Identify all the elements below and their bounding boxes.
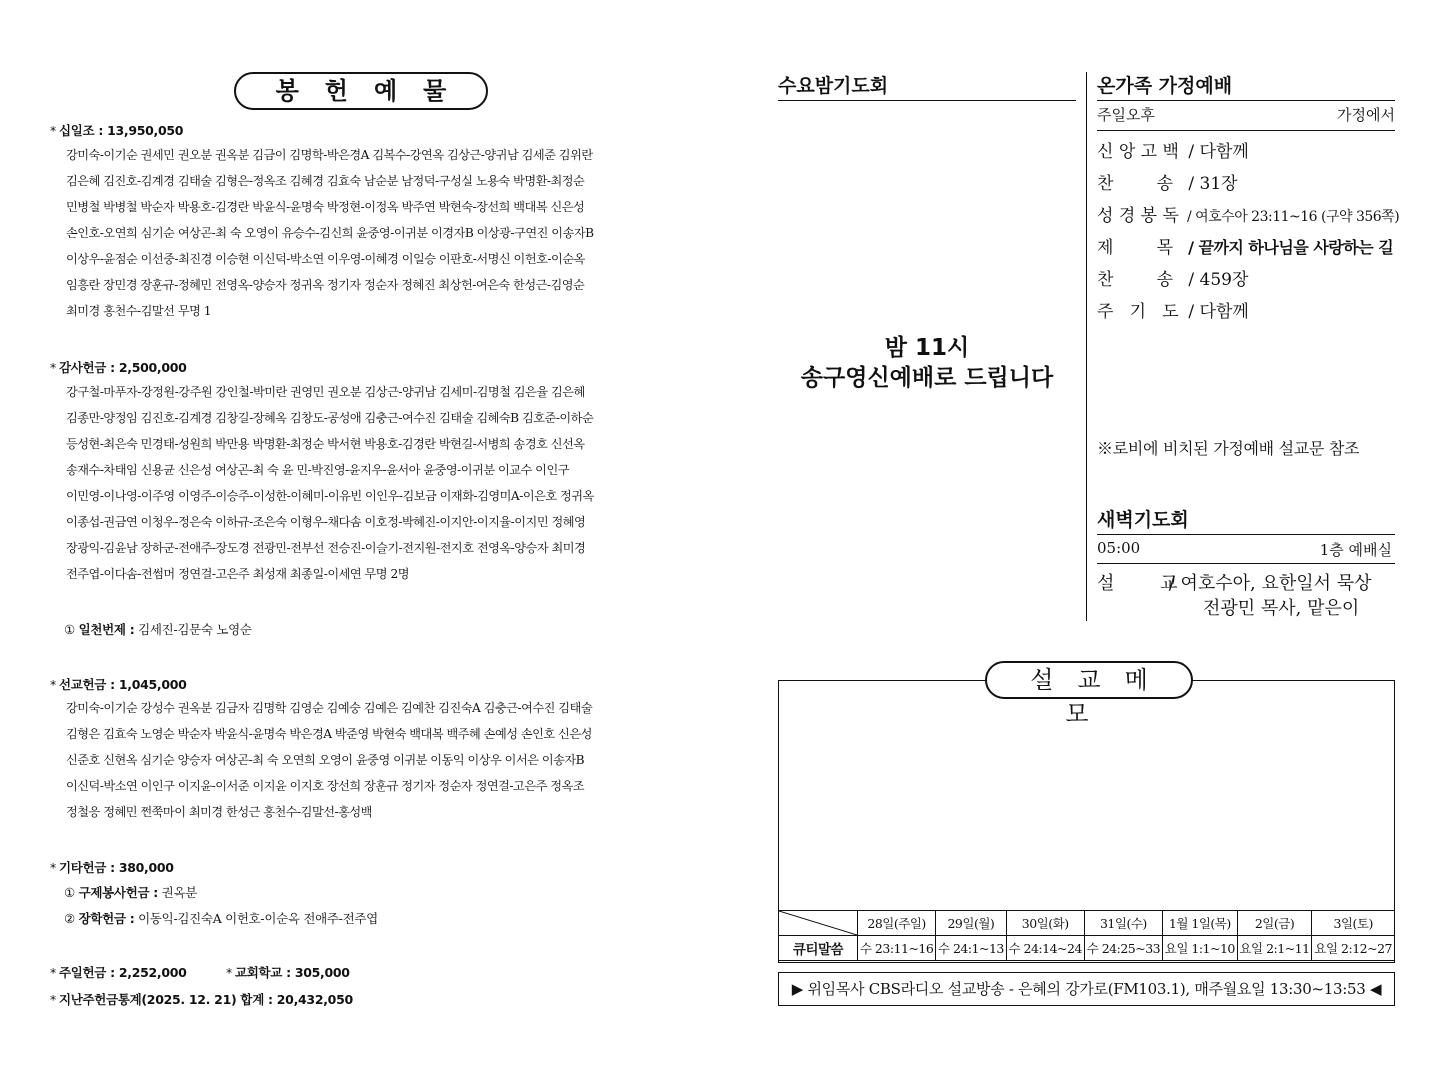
name-line: 등성현-최은숙 민경태-성원희 박만용 박명환-최정순 박서현 박용호-김경란 박현길-서병희 송경호 신선옥 bbox=[66, 437, 585, 451]
wednesday-time: 밤 11시 bbox=[884, 335, 970, 361]
stats-label: 지난주헌금통계(2025. 12. 21) 합계 : 20,432,050 bbox=[58, 992, 353, 1007]
relief-label: 구제봉사헌금 : bbox=[78, 885, 158, 900]
name-line: 전주엽-이다솜-전썸머 정연걸-고은주 최성재 최종일-이세연 무명 2명 bbox=[66, 567, 409, 581]
name-line: 이상우-윤점순 이선중-최진경 이승현 이신덕-박소연 이우영-이혜경 이일승 이판호-서명신 이헌호-이순옥 bbox=[66, 252, 585, 266]
qt-passage: 수 24:14~24 bbox=[1006, 936, 1084, 961]
name-line: 신준호 신현옥 심기순 양승자 여상곤-최 숙 오연희 오영이 윤중영 이귀분 이동익 이상우 이서은 이송자B bbox=[66, 753, 585, 767]
school-offering: * 교회학교 : 305,000 bbox=[226, 965, 350, 980]
qt-day: 29일(월) bbox=[936, 911, 1006, 936]
family-note: ※로비에 비치된 가정예배 설교문 참조 bbox=[1097, 439, 1360, 458]
qt-label: 큐티말씀 bbox=[779, 936, 858, 961]
qt-passages-row bbox=[779, 936, 1395, 961]
item-number: ② bbox=[64, 911, 75, 926]
divider bbox=[778, 100, 1076, 101]
thanks-label: 감사헌금 : 2,500,000 bbox=[58, 360, 187, 375]
scholar-value: 이동익-김진숙A 이헌호-이순옥 전애주-전주엽 bbox=[134, 911, 378, 926]
order-label: 찬 송 bbox=[1097, 270, 1174, 290]
item-number: ① bbox=[64, 622, 75, 637]
qt-passage: 요일 2:12~27 bbox=[1312, 936, 1395, 961]
name-line: 김형은 김효숙 노영순 박순자 박윤식-윤명숙 박은경A 박준영 박현숙 백대복 백주혜 손예성 손인호 신은성 bbox=[66, 727, 592, 741]
order-value: / 끝까지 하나님을 사랑하는 길 bbox=[1183, 238, 1394, 257]
qt-passage: 요일 1:1~10 bbox=[1162, 936, 1237, 961]
family-order bbox=[1097, 136, 1400, 328]
relief-value: 권옥분 bbox=[158, 885, 197, 900]
other-label: 기타헌금 : 380,000 bbox=[58, 860, 174, 875]
sermon-memo-title: 설교메모 bbox=[985, 661, 1193, 699]
name-line: 김은혜 김진호-김계경 김태술 김형은-정옥조 김혜경 김효숙 남순분 남정덕-구성실 노용숙 박명환-최정순 bbox=[66, 174, 585, 188]
order-label: 신 앙 고 백 bbox=[1097, 142, 1179, 162]
order-value: / 31장 bbox=[1183, 174, 1238, 194]
firstfruit-label: 일천번제 : bbox=[78, 622, 135, 637]
tithe-header: * 십일조 : 13,950,050 bbox=[50, 123, 184, 138]
tithe-names bbox=[66, 142, 666, 324]
name-line: 장광익-김윤남 장하군-전애주-장도경 전광민-전부선 전승진-이슬기-전지원-전지호 전영옥-양승자 최미경 bbox=[66, 541, 586, 555]
sunday-offering: * 주일헌금 : 2,252,000 bbox=[50, 965, 187, 980]
diagonal-line-icon bbox=[779, 911, 857, 935]
name-line: 이민영-이나영-이주영 이영주-이승주-이성한-이혜미-이유빈 이인우-김보금 이재화-김영미A-이은호 정귀옥 bbox=[66, 489, 594, 503]
firstfruit-value: 김세진-김문숙 노영순 bbox=[134, 622, 252, 637]
divider bbox=[1097, 100, 1395, 101]
wednesday-notice bbox=[778, 333, 1076, 393]
school-label: 교회학교 : 305,000 bbox=[234, 965, 350, 980]
qt-passage: 요일 2:1~11 bbox=[1237, 936, 1312, 961]
dawn-sermon-label: 설 교 bbox=[1097, 573, 1178, 594]
mission-header: * 선교헌금 : 1,045,000 bbox=[50, 677, 187, 692]
name-line: 최미경 홍천수-김말선 무명 1 bbox=[66, 304, 211, 318]
name-line: 임흥란 장민경 장훈규-정혜민 전영옥-양승자 정귀옥 정기자 정순자 정혜진 최상헌-여은숙 한성근-김영순 bbox=[66, 278, 585, 292]
dawn-sermon-text: / 여호수아, 요한일서 묵상 bbox=[1163, 573, 1372, 594]
qt-day: 1월 1일(목) bbox=[1162, 911, 1237, 936]
dawn-sermon bbox=[1097, 571, 1372, 621]
divider bbox=[1097, 534, 1395, 535]
offering-title: 봉헌예물 bbox=[234, 72, 488, 110]
scholar-line bbox=[64, 909, 378, 927]
mission-names bbox=[66, 695, 666, 825]
order-label: 성 경 봉 독 bbox=[1097, 206, 1179, 226]
dawn-prayer-title: 새벽기도회 bbox=[1097, 509, 1189, 531]
radio-broadcast-banner: ▶ 위임목사 CBS라디오 설교방송 - 은혜의 강가로(FM103.1), 매주월요일 13:30~13:53 ◀ bbox=[778, 972, 1395, 1006]
dawn-time: 05:00 bbox=[1097, 539, 1141, 557]
qt-day: 28일(주일) bbox=[858, 911, 936, 936]
qt-day: 3일(토) bbox=[1312, 911, 1395, 936]
name-line: 손인호-오연희 심기순 여상곤-최 숙 오영이 유승수-김신희 윤중영-이귀분 이경자B 이상광-구연진 이송자B bbox=[66, 226, 594, 240]
family-worship-title: 온가족 가정예배 bbox=[1097, 75, 1233, 97]
qt-passage: 수 24:25~33 bbox=[1084, 936, 1162, 961]
item-number: ① bbox=[64, 885, 75, 900]
order-row bbox=[1097, 136, 1397, 168]
family-place: 가정에서 bbox=[1337, 106, 1395, 124]
order-value: / 다함께 bbox=[1183, 302, 1249, 322]
scholar-label: 장학헌금 : bbox=[78, 911, 135, 926]
qt-corner-cell bbox=[779, 911, 858, 936]
name-line: 강미숙-이기순 권세민 권오분 권옥분 김금이 김명학-박은경A 김복수-강연옥 김상근-양귀남 김세준 김위란 bbox=[66, 148, 593, 162]
qt-day: 30일(화) bbox=[1006, 911, 1084, 936]
divider bbox=[1097, 563, 1395, 564]
mission-label: 선교헌금 : 1,045,000 bbox=[58, 677, 187, 692]
offering-stats: * 지난주헌금통계(2025. 12. 21) 합계 : 20,432,050 bbox=[50, 992, 353, 1007]
firstfruit-line bbox=[64, 620, 252, 638]
qt-day: 31일(수) bbox=[1084, 911, 1162, 936]
qt-passage: 수 24:1~13 bbox=[936, 936, 1006, 961]
relief-line bbox=[64, 883, 197, 901]
tithe-label: 십일조 : 13,950,050 bbox=[58, 123, 184, 138]
wednesday-title: 수요밤기도회 bbox=[778, 75, 889, 97]
name-line: 김종만-양정임 김진호-김계경 김창길-장혜옥 김창도-공성애 김충근-여수진 김태술 김혜숙B 김호준-이하순 bbox=[66, 411, 594, 425]
order-label: 찬 송 bbox=[1097, 174, 1174, 194]
order-value: / 다함께 bbox=[1183, 142, 1249, 162]
name-line: 민병철 박병철 박순자 박용호-김경란 박윤식-윤명숙 박정현-이정옥 박주연 박현숙-장선희 백대복 신은성 bbox=[66, 200, 585, 214]
qt-table bbox=[778, 910, 1395, 961]
order-value: / 여호수아 23:11~16 (구약 356쪽) bbox=[1183, 209, 1400, 225]
thanks-names bbox=[66, 379, 666, 587]
other-header: * 기타헌금 : 380,000 bbox=[50, 860, 174, 875]
name-line: 강미숙-이기순 강성수 권옥분 김금자 김명학 김영순 김예숭 김예은 김예찬 김진숙A 김충근-여수진 김태술 bbox=[66, 701, 593, 715]
order-row bbox=[1097, 264, 1397, 296]
name-line: 정철응 정혜민 쩐쭉마이 최미경 한성근 홍천수-김말선-홍성백 bbox=[66, 805, 372, 819]
qt-day: 2일(금) bbox=[1237, 911, 1312, 936]
name-line: 강구철-마푸자-강정원-강주원 강인철-박미란 권영민 권오분 김상근-양귀남 김세미-김명철 김은율 김은혜 bbox=[66, 385, 585, 399]
thanks-header: * 감사헌금 : 2,500,000 bbox=[50, 360, 187, 375]
order-row bbox=[1097, 200, 1400, 232]
order-label: 제 목 bbox=[1097, 238, 1174, 258]
qt-days-row bbox=[779, 911, 1395, 936]
divider bbox=[1097, 130, 1395, 131]
wednesday-message: 송구영신예배로 드립니다 bbox=[800, 365, 1054, 391]
name-line: 송재수-차태임 신용균 신은성 여상곤-최 숙 윤 민-박진영-윤지우-윤서아 윤중영-이귀분 이교수 이인구 bbox=[66, 463, 569, 477]
dawn-place: 1층 예배실 bbox=[1319, 541, 1392, 559]
order-row bbox=[1097, 168, 1397, 200]
sunday-label: 주일헌금 : 2,252,000 bbox=[58, 965, 187, 980]
dawn-preacher: 전광민 목사, 맡은이 bbox=[1203, 598, 1360, 619]
name-line: 이신덕-박소연 이인구 이지윤-이서준 이지윤 이지호 장선희 장훈규 정기자 정순자 정연걸-고은주 정옥조 bbox=[66, 779, 585, 793]
qt-passage: 수 23:11~16 bbox=[858, 936, 936, 961]
order-row bbox=[1097, 296, 1397, 328]
column-divider bbox=[1086, 72, 1087, 621]
order-row bbox=[1097, 232, 1397, 264]
family-time: 주일오후 bbox=[1097, 106, 1155, 124]
name-line: 이종섭-권금연 이청우-정은숙 이하규-조은숙 이형우-채다솜 이호정-박혜진-이지안-이지율-이지민 정혜영 bbox=[66, 515, 586, 529]
order-value: / 459장 bbox=[1183, 270, 1249, 290]
order-label: 주 기 도 bbox=[1097, 302, 1179, 322]
